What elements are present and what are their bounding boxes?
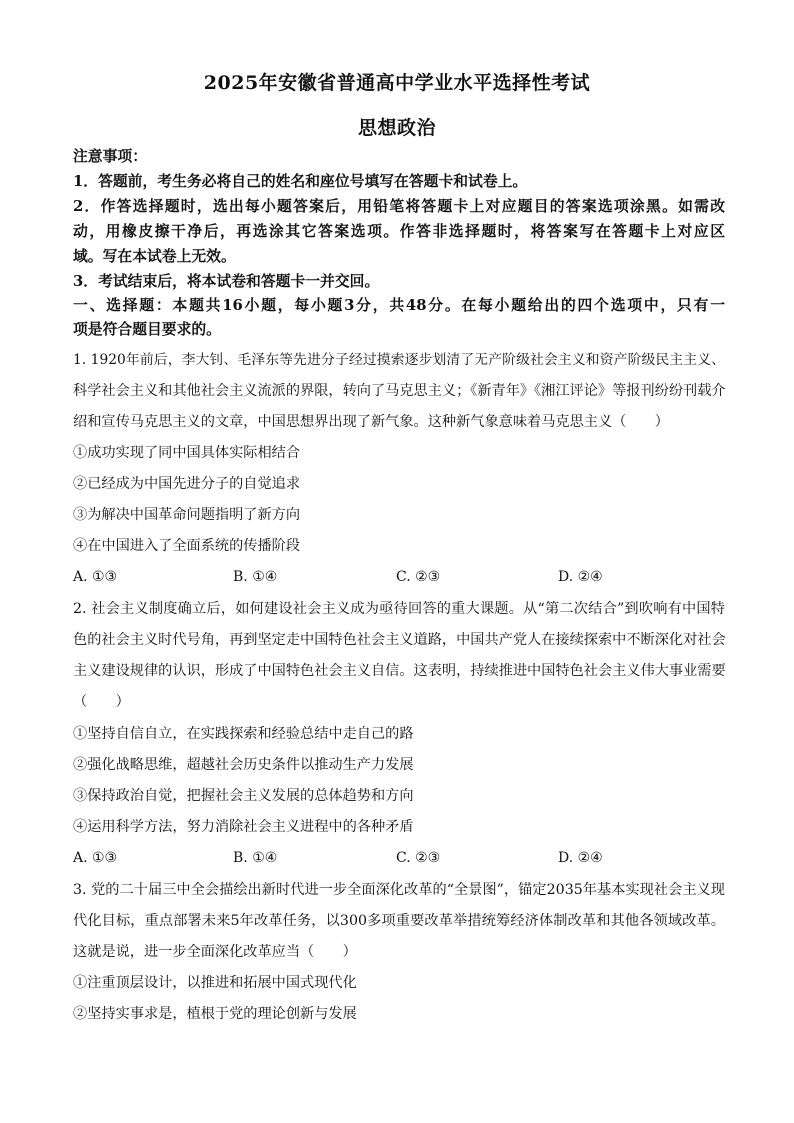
question-1-option-c: C. ②③ (396, 569, 441, 585)
notice-heading: 注意事项： (73, 148, 147, 165)
question-2-statement-3: ③保持政治自觉，把握社会主义发展的总体趋势和方向 (73, 788, 414, 804)
question-2-statement-2: ②强化战略思维，超越社会历史条件以推动生产力发展 (73, 757, 414, 773)
question-2-stem-line-3: 主义建设规律的认识，形成了中国特色社会主义自信。这表明，持续推进中国特色社会主义伟大事业需要 (73, 663, 726, 679)
question-1-option-d: D. ②④ (558, 569, 603, 585)
question-3-stem-line-2: 代化目标，重点部署未来5年改革任务，以300多项重要改革举措统筹经济体制改革和其他各领域改革。 (73, 913, 725, 929)
question-2-option-a: A. ①③ (73, 850, 118, 866)
notice-item-2-line-2: 动，用橡皮擦干净后，再选涂其它答案选项。作答非选择题时，将答案写在答题卡上对应区 (73, 223, 725, 240)
question-2-stem-line-4: （ ） (73, 694, 130, 710)
question-2-stem-line-2: 色的社会主义时代号角，再到坚定走中国特色社会主义道路，中国共产党人在接续探索中不断深化对社会 (73, 632, 726, 648)
exam-subject: 思想政治 (357, 117, 436, 139)
question-1-statement-4: ④在中国进入了全面系统的传播阶段 (73, 538, 301, 554)
exam-title: 2025年安徽省普通高中学业水平选择性考试 (203, 72, 591, 94)
question-1-stem-line-1: 1. 1920年前后，李大钊、毛泽东等先进分子经过摸索逐步划清了无产阶级社会主义和资产阶级民主主义、 (73, 352, 725, 368)
question-2-stem-line-1: 2. 社会主义制度确立后，如何建设社会主义成为亟待回答的重大课题。从“第二次结合”到吹响有中国特 (73, 601, 725, 617)
section-1-heading-line-2: 项是符合题目要求的。 (73, 321, 221, 338)
question-3-stem-line-1: 3. 党的二十届三中全会描绘出新时代进一步全面深化改革的“全景图”，锚定2035年基本实现社会主义现 (73, 882, 725, 898)
notice-item-2-line-1: 2．作答选择题时，选出每小题答案后，用铅笔将答题卡上对应题目的答案选项涂黑。如需改 (73, 198, 725, 215)
question-2-option-d: D. ②④ (558, 850, 603, 866)
section-1-heading-line-1: 一、选择题：本题共16小题，每小题3分，共48分。在每小题给出的四个选项中，只有一 (73, 297, 725, 314)
question-3-stem-line-3: 这就是说，进一步全面深化改革应当（ ） (73, 944, 357, 960)
question-3-statement-1: ①注重顶层设计，以推进和拓展中国式现代化 (73, 975, 357, 991)
question-1-statement-2: ②已经成为中国先进分子的自觉追求 (73, 476, 301, 492)
question-1-statement-3: ③为解决中国革命问题指明了新方向 (73, 507, 301, 523)
question-1-stem-line-3: 绍和宣传马克思主义的文章，中国思想界出现了新气象。这种新气象意味着马克思主义（ ） (73, 414, 669, 430)
question-1-option-b: B. ①④ (233, 569, 278, 585)
question-2-option-b: B. ①④ (233, 850, 278, 866)
notice-item-2-line-3: 域。写在本试卷上无效。 (73, 248, 236, 265)
question-1-option-a: A. ①③ (73, 569, 118, 585)
question-1-statement-1: ①成功实现了同中国具体实际相结合 (73, 445, 301, 461)
notice-item-1: 1．答题前，考生务必将自己的姓名和座位号填写在答题卡和试卷上。 (73, 173, 528, 190)
question-3-statement-2: ②坚持实事求是，植根于党的理论创新与发展 (73, 1006, 357, 1022)
question-2-option-c: C. ②③ (396, 850, 441, 866)
notice-item-3: 3．考试结束后，将本试卷和答题卡一并交回。 (73, 273, 380, 290)
question-2-statement-1: ①坚持自信自立，在实践探索和经验总结中走自己的路 (73, 726, 414, 742)
question-1-stem-line-2: 科学社会主义和其他社会主义流派的界限，转向了马克思主义；《新青年》《湘江评论》等报刊纷纷刊载介 (73, 383, 726, 399)
question-2-statement-4: ④运用科学方法，努力消除社会主义进程中的各种矛盾 (73, 819, 414, 835)
